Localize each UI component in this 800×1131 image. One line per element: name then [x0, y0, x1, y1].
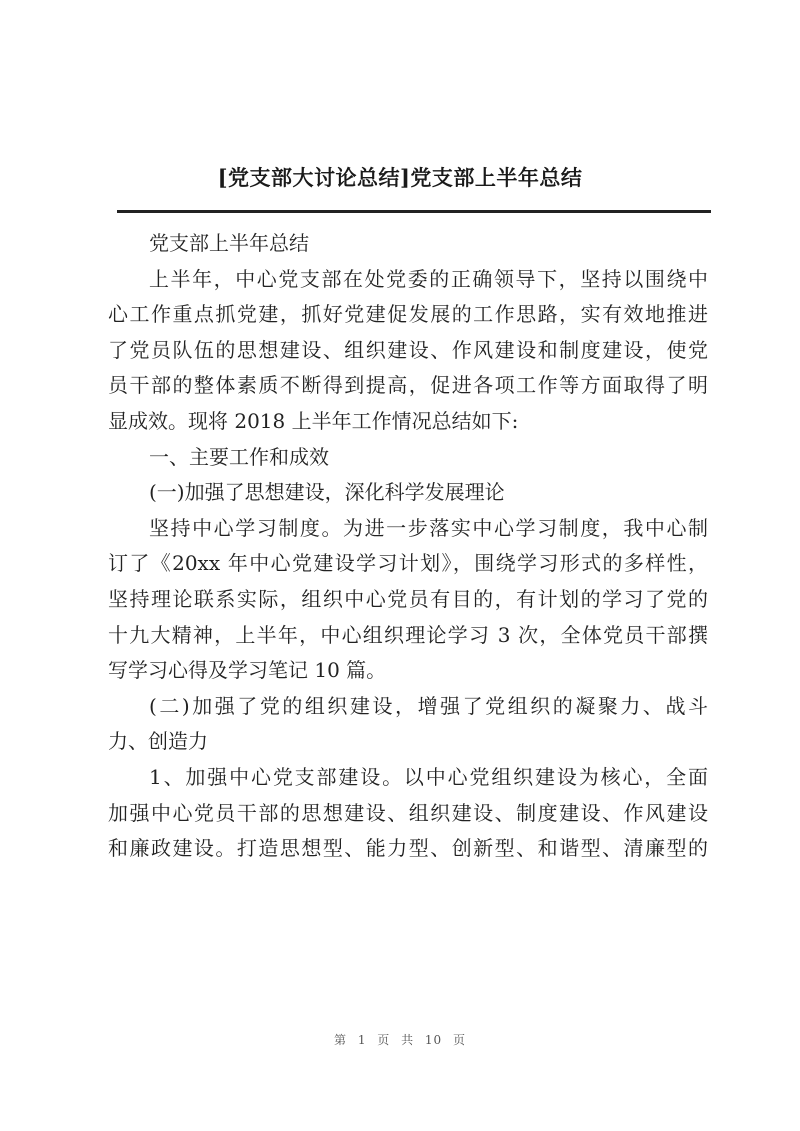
paragraph-line: 订了《20xx 年中心党建设学习计划》，围绕学习形式的多样性，: [108, 551, 708, 576]
subsection-heading: (二)加强了党的组织建设，增强了党组织的凝聚力、战斗: [149, 693, 708, 718]
paragraph-line: 心工作重点抓党建，抓好党建促发展的工作思路，实有效地推进: [108, 302, 708, 327]
paragraph-line: 坚持中心学习制度。为进一步落实中心学习制度，我中心制: [149, 515, 708, 540]
page-number: 第 1 页 共 10 页: [334, 1033, 466, 1047]
paragraph-line: 坚持理论联系实际，组织中心党员有目的，有计划的学习了党的: [108, 586, 708, 611]
document-title: [党支部大讨论总结]党支部上半年总结: [217, 165, 583, 190]
subsection-heading: (一)加强了思想建设，深化科学发展理论: [149, 480, 505, 505]
section-heading: 一、主要工作和成效: [149, 444, 329, 469]
paragraph-line: 十九大精神，上半年，中心组织理论学习 3 次，全体党员干部撰: [108, 622, 708, 647]
subsection-heading: 力、创造力: [108, 729, 208, 754]
paragraph-line: 加强中心党员干部的思想建设、组织建设、制度建设、作风建设: [108, 800, 708, 825]
title-divider: [117, 210, 711, 213]
paragraph-line: 上半年，中心党支部在处党委的正确领导下，坚持以围绕中: [149, 266, 708, 291]
paragraph-line: 了党员队伍的思想建设、组织建设、作风建设和制度建设，使党: [108, 337, 708, 362]
paragraph-line: 1、加强中心党支部建设。以中心党组织建设为核心，全面: [149, 764, 708, 789]
paragraph-line: 写学习心得及学习笔记 10 篇。: [108, 658, 387, 683]
paragraph-line: 员干部的整体素质不断得到提高，促进各项工作等方面取得了明: [108, 373, 708, 398]
paragraph-line: 和廉政建设。打造思想型、能力型、创新型、和谐型、清廉型的: [108, 836, 708, 861]
document-body: [108, 226, 708, 867]
paragraph-line: 显成效。现将 2018 上半年工作情况总结如下:: [108, 408, 519, 433]
paragraph-line: 党支部上半年总结: [149, 231, 309, 255]
